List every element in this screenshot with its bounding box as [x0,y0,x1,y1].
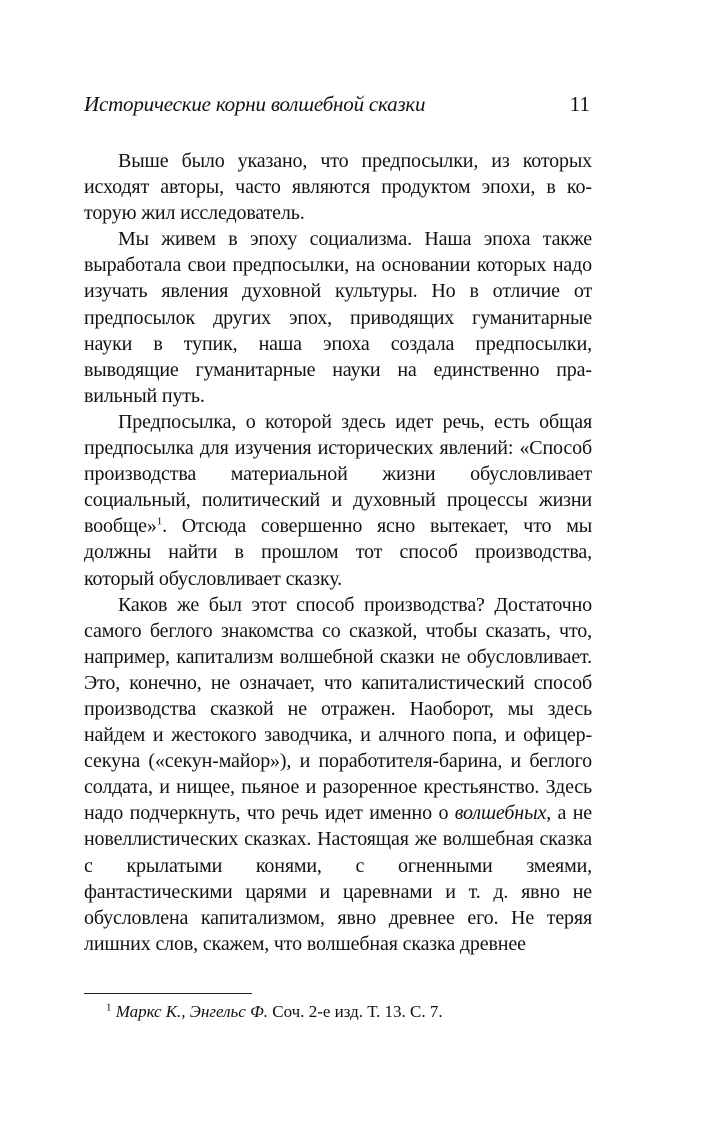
paragraph-4-text-part-1: Каков же был этот способ производства? Достаточно самого беглого знакомства со сказкой, чтобы сказать, что, например, капитализм волшебной сказки не обусловливает. Это, конечно, не означает, что капиталистический способ производства сказкой не отражен. Наоборот, мы здесь найдем и жестокого заводчика, и алчного попа, и офицер-секуна («секун-майор»), и поработителя-барина, и беглого солдата, и нищее, пьяное и разоренное крестьянство. Здесь надо подчеркнуть, что речь идет именно о [84,593,592,825]
paragraph-3-text-part-2: . Отсюда совершенно ясно вытекает, что мы должны найти в прошлом тот способ производства, который обусловливает сказку. [84,515,592,590]
footnote-authors: Маркс К., Энгельс Ф. [115,1002,268,1021]
paragraph-1-text: Выше было указано, что предпосылки, из которых исходят авторы, часто являются продуктом эпохи, в которую жил исследователь. [84,150,592,225]
paragraph-4-text-part-2: , а не новеллистических сказках. Настоящая же волшебная сказка с крылатыми конями, с огненными змеями, фантастическими царями и царевнами и т. д. явно не обусловлена капитализмом, явно древнее его. Не теряя лишних слов, скажем, что волшебная сказка древнее [84,802,593,955]
paragraph-4-emphasis: волшебных [454,802,547,825]
footnote-citation: Соч. 2-е изд. Т. 13. С. 7. [268,1002,443,1021]
running-header [84,88,592,120]
book-page [84,0,592,1122]
footnote-marker: 1 [106,1001,112,1014]
footnote [106,1000,592,1024]
paragraph-4 [84,592,592,957]
footnote-reference[interactable]: 1 [156,515,163,528]
footnote-divider [84,993,252,994]
running-title: Исторические корни волшебной сказки [84,92,426,116]
paragraph-1 [84,148,592,226]
paragraph-3 [84,409,592,592]
paragraph-3-text-part-1: Предпосылка, о которой здесь идет речь, есть общая предпосылка для изучения исторических явлений: «Способ производства материальной жизни обусловливает социальный, политический и духовный процессы жизни вообще» [84,410,592,538]
paragraph-2-text: Мы живем в эпоху социализма. Наша эпоха также выработала свои предпосылки, на основании которых надо изучать явления духовной культуры. Но в отличие от предпосылок других эпох, приводящих гуманитарные науки в тупик, наша эпоха создала предпосылки, выводящие гуманитарные науки на единственно правильный путь. [84,228,592,407]
body-text [84,148,592,957]
page-number: 11 [569,92,590,116]
paragraph-2 [84,226,592,409]
